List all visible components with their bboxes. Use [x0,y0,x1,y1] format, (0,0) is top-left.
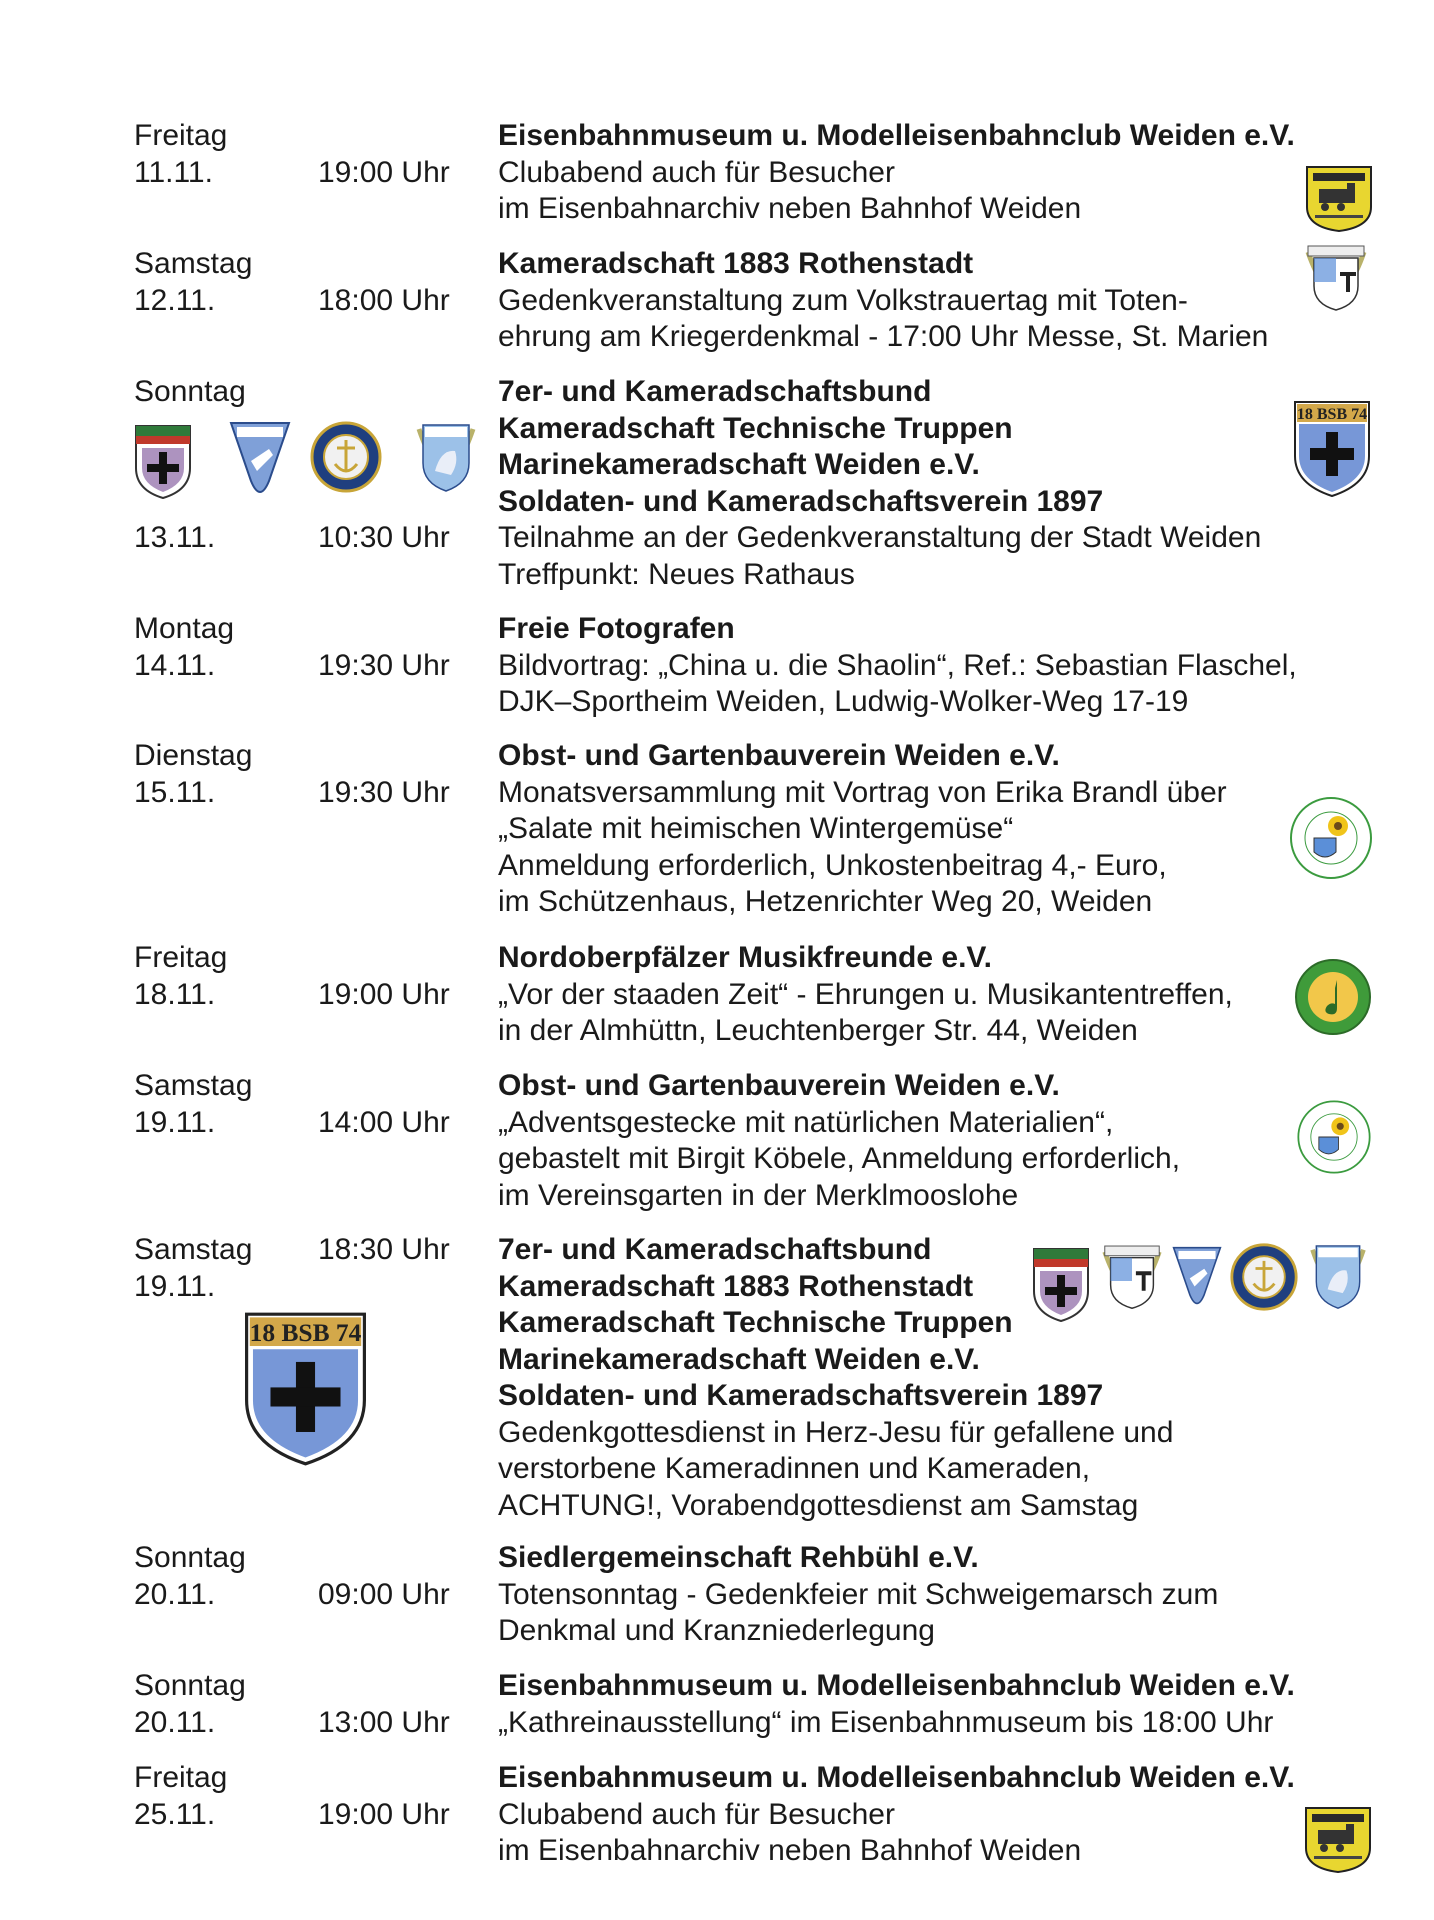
nordoberpfaelzer-musikfreunde-logo [1293,958,1373,1036]
event-day: Freitag [134,941,228,974]
event-organizer: 7er- und Kameradschaftsbund [498,375,932,408]
event-day: Sonntag [134,1541,246,1574]
event-description-line: ACHTUNG!, Vorabendgottesdienst am Samstag [498,1488,1139,1522]
event-description-line: „Salate mit heimischen Wintergemüse“ [498,812,1014,845]
event-description-line: Treffpunkt: Neues Rathaus [498,557,855,591]
event-organizer: Siedlergemeinschaft Rehbühl e.V. [498,1541,979,1574]
event-description-line: Gedenkveranstaltung zum Volkstrauertag mit Toten- [498,283,1188,317]
event-description-line: Clubabend auch für Besucher [498,155,895,189]
kam-techn-truppen-shield-logo [1172,1245,1222,1315]
event-date: 20.11. [134,1705,216,1739]
event-description-line: „Adventsgestecke mit natürlichen Materialien“, [498,1105,1114,1139]
event-time: 19:30 Uhr [318,648,450,682]
event-date: 19.11. [134,1105,216,1139]
event-description-line: im Schützenhaus, Hetzenrichter Weg 20, Weiden [498,885,1153,918]
event-organizer: Obst- und Gartenbauverein Weiden e.V. [498,739,1060,772]
7er-weiden-shield-logo [134,424,192,500]
event-date: 18.11. [134,977,216,1011]
event-organizer: Kameradschaft 1883 Rothenstadt [498,1269,974,1303]
event-organizer: Eisenbahnmuseum u. Modelleisenbahnclub Weiden e.V. [498,119,1295,152]
event-date: 14.11. [134,648,216,682]
event-time: 19:00 Uhr [318,1797,450,1831]
event-description-line: im Eisenbahnarchiv neben Bahnhof Weiden [498,192,1082,225]
event-date: 25.11. [134,1797,216,1831]
kameradschaft-rothenstadt-logo [1300,242,1372,324]
kv-weiden-lion-logo [1305,1240,1371,1316]
obst-gartenbau-sunflower-logo [1293,1096,1375,1178]
event-description-line: im Vereinsgarten in der Merklmooslohe [498,1178,1019,1212]
event-description-line: gebastelt mit Birgit Köbele, Anmeldung erforderlich, [498,1142,1181,1175]
event-organizer: Eisenbahnmuseum u. Modelleisenbahnclub Weiden e.V. [498,1669,1295,1702]
event-description-line: Anmeldung erforderlich, Unkostenbeitrag 4,- Euro, [498,848,1167,882]
event-time: 14:00 Uhr [318,1105,450,1139]
eisenbahnmuseum-logo [1302,1804,1374,1874]
event-day: Montag [134,612,235,645]
event-description-line: Denkmal und Kranzniederlegung [498,1614,935,1647]
kv-weiden-lion-logo [411,419,481,499]
event-description-line: ehrung am Kriegerdenkmal - 17:00 Uhr Messe, St. Marien [498,320,1269,353]
7er-weiden-shield-logo [1032,1247,1090,1323]
event-time: 13:00 Uhr [318,1705,450,1739]
event-organizer: Freie Fotografen [498,612,735,645]
event-date: 20.11. [134,1577,216,1611]
event-description-line: „Kathreinausstellung“ im Eisenbahnmuseum bis 18:00 Uhr [498,1705,1274,1739]
event-time: 09:00 Uhr [318,1577,450,1611]
bsb-shield-logo [1293,400,1371,498]
marine-anchor-logo [1229,1242,1299,1312]
event-organizer: Marinekameradschaft Weiden e.V. [498,448,980,481]
event-description-line: „Vor der staaden Zeit“ - Ehrungen u. Musikantentreffen, [498,977,1233,1011]
event-organizer: Marinekameradschaft Weiden e.V. [498,1342,980,1376]
event-day: Samstag [134,1233,253,1266]
event-description-line: Totensonntag - Gedenkfeier mit Schweigemarsch zum [498,1577,1219,1611]
event-description-line: Teilnahme an der Gedenkveranstaltung der Stadt Weiden [498,521,1262,554]
bsb-shield-logo [243,1311,368,1467]
marine-anchor-logo [309,420,383,494]
event-description-line: Clubabend auch für Besucher [498,1797,895,1831]
kameradschaft-rothenstadt-logo [1097,1241,1167,1323]
svg-text:18 BSB 74: 18 BSB 74 [1296,406,1368,423]
event-description-line: Bildvortrag: „China u. die Shaolin“, Ref.: Sebastian Flaschel, [498,648,1297,682]
event-time: 19:30 Uhr [318,775,450,809]
event-day: Samstag [134,247,253,280]
svg-text:18 BSB 74: 18 BSB 74 [249,1318,362,1348]
eisenbahnmuseum-logo [1303,163,1375,233]
kam-techn-truppen-shield-logo [229,421,291,505]
event-description-line: Gedenkgottesdienst in Herz-Jesu für gefallene und [498,1415,1174,1449]
event-description-line: DJK–Sportheim Weiden, Ludwig-Wolker-Weg 17-19 [498,685,1189,718]
event-date: 15.11. [134,775,216,809]
event-day: Dienstag [134,739,253,772]
event-description-line: verstorbene Kameradinnen und Kameraden, [498,1452,1091,1485]
event-description-line: Monatsversammlung mit Vortrag von Erika Brandl über [498,775,1227,809]
event-organizer: Nordoberpfälzer Musikfreunde e.V. [498,941,993,974]
event-organizer: Kameradschaft Technische Truppen [498,1306,1013,1339]
event-time: 18:30 Uhr [318,1233,450,1266]
event-organizer: Eisenbahnmuseum u. Modelleisenbahnclub Weiden e.V. [498,1761,1295,1794]
event-organizer: Kameradschaft 1883 Rothenstadt [498,247,974,280]
event-day: Sonntag [134,1669,246,1702]
event-organizer: 7er- und Kameradschaftsbund [498,1233,932,1266]
event-day: Freitag [134,1761,228,1794]
event-day: Freitag [134,119,228,152]
event-description-line: im Eisenbahnarchiv neben Bahnhof Weiden [498,1834,1082,1867]
event-time: 10:30 Uhr [318,521,450,554]
event-date: 19.11. [134,1269,216,1303]
event-day: Samstag [134,1069,253,1102]
event-day: Sonntag [134,375,246,408]
event-date: 11.11. [134,155,213,189]
event-date: 13.11. [134,521,216,554]
event-time: 18:00 Uhr [318,283,450,317]
event-description-line: in der Almhüttn, Leuchtenberger Str. 44, Weiden [498,1014,1138,1047]
event-organizer: Kameradschaft Technische Truppen [498,411,1013,445]
obst-gartenbau-sunflower-logo [1286,792,1376,884]
event-organizer: Obst- und Gartenbauverein Weiden e.V. [498,1069,1060,1102]
event-time: 19:00 Uhr [318,155,450,189]
event-time: 19:00 Uhr [318,977,450,1011]
event-organizer: Soldaten- und Kameradschaftsverein 1897 [498,1379,1104,1412]
event-date: 12.11. [134,283,216,317]
event-organizer: Soldaten- und Kameradschaftsverein 1897 [498,484,1104,518]
